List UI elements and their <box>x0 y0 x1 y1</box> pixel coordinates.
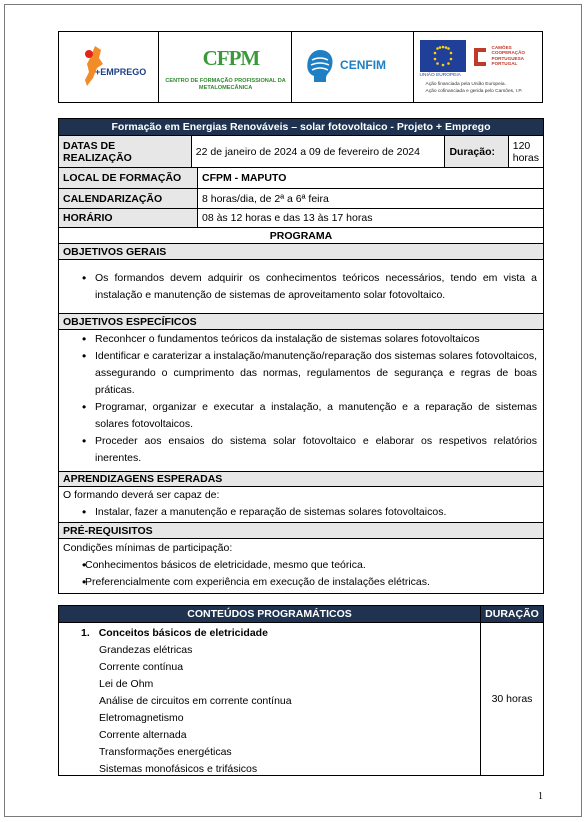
schedule-label: CALENDARIZAÇÃO <box>59 189 198 208</box>
topic-item: Eletromagnetismo <box>99 712 184 724</box>
module-title-line <box>81 625 480 642</box>
camoes-logo-icon <box>472 47 488 67</box>
conteudos-header-row <box>59 605 543 622</box>
topic-item: Lei de Ohm <box>99 678 154 690</box>
camoes-logo-text: CAMÕES COOPERAÇÃO PORTUGUESA PORTUGAL <box>491 45 525 67</box>
hours-value: 08 às 12 horas e das 13 às 17 horas <box>202 212 373 224</box>
location-label: LOCAL DE FORMAÇÃO <box>59 168 198 188</box>
emprego-logo-text: +EMPREGO <box>95 67 147 77</box>
list-item: • Instalar, fazer a manutenção e reparação de sistemas solares fotovoltaicos. <box>63 504 539 521</box>
cenfim-head-icon <box>304 48 336 84</box>
programa-heading-row <box>59 227 543 243</box>
mozambique-map-icon <box>81 44 105 88</box>
programa-heading: PROGRAMA <box>269 229 333 242</box>
module-row <box>59 622 543 776</box>
hours-row <box>59 208 543 227</box>
list-item: • Identificar e caraterizar a instalação/manutenção/reparação dos sistemas solares fotovoltaicos, assegurando o cumprimento das normas, regulamentos de segurança e regras de boas práticas. <box>63 348 537 399</box>
objetivos-gerais-heading: OBJETIVOS GERAIS <box>59 244 543 259</box>
course-title-bar <box>59 118 543 135</box>
aprendizagens-intro: O formando deverá ser capaz de: <box>63 489 220 501</box>
topic-item: Grandezas elétricas <box>99 644 193 656</box>
funding-line-1: Ação financiada pela União Europeia. <box>425 82 506 87</box>
location-row <box>59 167 543 188</box>
list-item: • Programar, organizar e executar a instalação, a manutenção e a reparação de sistemas solares fotovoltaicos. <box>63 399 537 433</box>
prerequisitos-heading: PRÉ-REQUISITOS <box>59 523 543 538</box>
emprego-logo <box>59 32 159 102</box>
duration-label: Duração: <box>445 136 508 167</box>
list-item: • Conhecimentos básicos de eletricidade, mesmo que teórica. <box>63 557 539 574</box>
topic-item: Corrente contínua <box>99 661 184 673</box>
aprendizagens-body <box>59 486 543 522</box>
duracao-heading <box>481 606 543 622</box>
eu-flag-icon <box>420 40 466 72</box>
prerequisitos-body <box>59 538 543 594</box>
dates-value: 22 de janeiro de 2024 a 09 de fevereiro de 2024 <box>192 136 446 167</box>
location-value: CFPM - MAPUTO <box>202 172 287 184</box>
module-title: Conceitos básicos de eletricidade <box>98 627 268 639</box>
course-title: Formação em Energias Renováveis – solar fotovoltaico - Projeto + Emprego <box>111 121 491 133</box>
logo-header <box>58 31 543 103</box>
aprendizagens-heading: APRENDIZAGENS ESPERADAS <box>59 472 543 486</box>
duration-value: 120 horas <box>512 139 539 164</box>
conteudos-table <box>58 605 544 776</box>
cfpm-logo <box>159 32 292 102</box>
schedule-value: 8 horas/dia, de 2ª a 6ª feira <box>202 192 329 205</box>
prerequisitos-intro: Condições mínimas de participação: <box>63 542 233 554</box>
dates-row <box>59 135 543 167</box>
list-item: • Os formandos devem adquirir os conhecimentos teóricos necessários, tendo em vista a instalação e manutenção de sistemas de aproveitamento solar fotovoltaico. <box>63 270 537 304</box>
funding-line-2: Ação cofinanciada e gerida pelo Camões, I.P. <box>425 88 523 94</box>
list-item: • Reconhcer o fundamentos teóricos da instalação de sistemas solares fotovoltaicos <box>63 331 537 348</box>
dates-label: DATAS DE REALIZAÇÃO <box>59 136 192 167</box>
topic-item: Corrente alternada <box>99 729 187 741</box>
objetivos-gerais-body <box>59 259 543 313</box>
course-info-table <box>58 118 544 594</box>
funding-logos <box>414 32 542 102</box>
objetivos-especificos-heading-row <box>59 313 543 329</box>
list-item: • Preferencialmente com experiência em execução de instalações elétricas. <box>63 574 539 591</box>
objetivos-especificos-heading: OBJETIVOS ESPECÍFICOS <box>59 314 543 329</box>
duracao-heading-text: DURAÇÃO <box>485 608 539 620</box>
module-number: 1. <box>81 627 90 639</box>
topic-item: Sistemas monofásicos e trifásicos <box>99 763 258 775</box>
eu-label: UNIÃO EUROPEIA <box>419 73 461 78</box>
cenfim-logo <box>292 32 414 102</box>
module-content <box>59 623 481 775</box>
schedule-row <box>59 188 543 208</box>
module-duration: 30 horas <box>491 693 533 705</box>
cfpm-logo-subtitle: CENTRO DE FORMAÇÃO PROFISSIONAL DA METALOMECÂNICA <box>165 78 286 91</box>
prerequisitos-heading-row <box>59 522 543 538</box>
topic-item: Análise de circuitos em corrente contínua <box>99 695 292 707</box>
hours-label: HORÁRIO <box>59 209 198 227</box>
conteudos-heading-text: CONTEÚDOS PROGRAMÁTICOS <box>187 608 352 620</box>
funding-note <box>426 82 523 95</box>
module-duration-cell <box>481 623 543 775</box>
module-topics <box>81 642 480 778</box>
cenfim-logo-text: CENFIM <box>340 58 387 72</box>
conteudos-heading <box>59 606 481 622</box>
aprendizagens-heading-row <box>59 471 543 486</box>
objetivos-especificos-body <box>59 329 543 471</box>
topic-item: Transformações energéticas <box>99 746 232 758</box>
objetivos-gerais-heading-row <box>59 243 543 259</box>
page-number: 1 <box>538 791 543 802</box>
list-item: • Proceder aos ensaios do sistema solar fotovoltaico e elaborar os respetivos relatórios inerentes. <box>63 433 537 467</box>
cfpm-logo-mark: CFPM <box>202 46 260 70</box>
